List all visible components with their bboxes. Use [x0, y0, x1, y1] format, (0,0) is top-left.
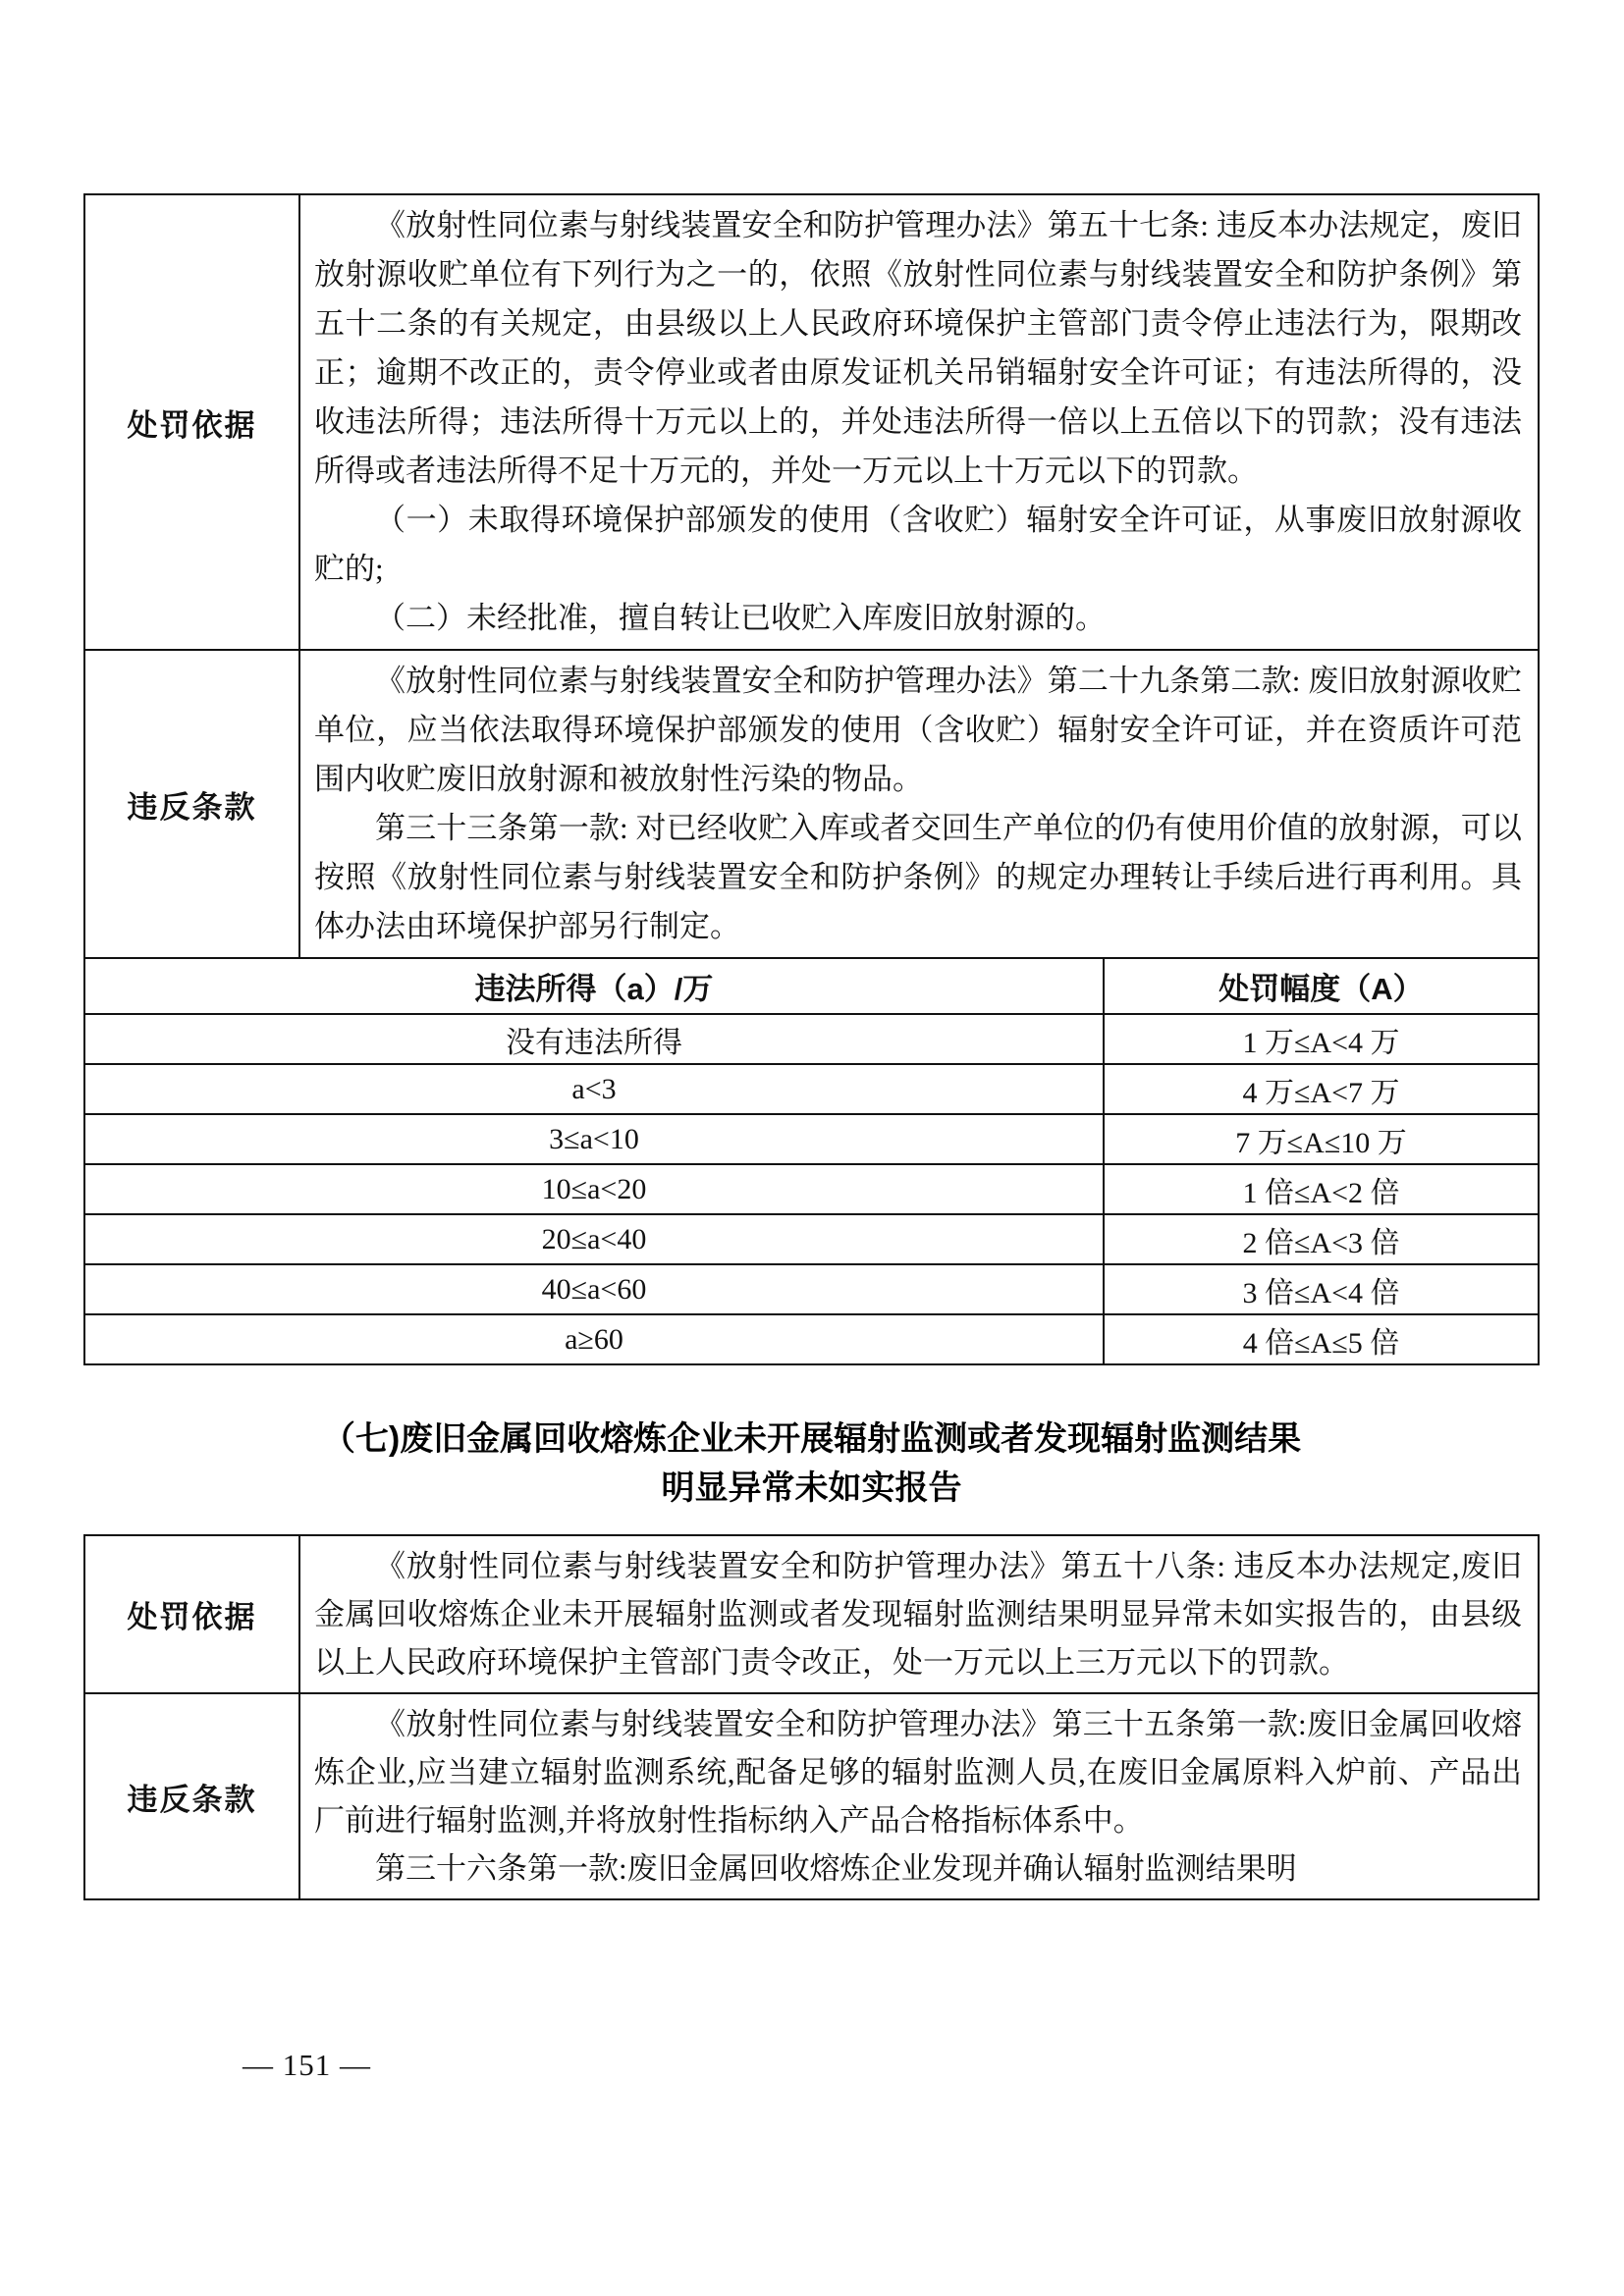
- penalty-range-cell: 2 倍≤A<3 倍: [1104, 1214, 1539, 1264]
- document-body: [83, 193, 1540, 1900]
- penalty-range-cell: 7 万≤A≤10 万: [1104, 1114, 1539, 1164]
- paragraph: 《放射性同位素与射线装置安全和防护管理办法》第五十七条: 违反本办法规定，废旧放射源收贮单位有下列行为之一的，依照《放射性同位素与射线装置安全和防护条例》第五十二条的有关规定，由县级以上人民政府环境保护主管部门责令停止违法行为，限期改正；逾期不改正的，责令停业或者由原发证机关吊销辐射安全许可证；有违法所得的，没收违法所得；违法所得十万元以上的，并处违法所得一倍以上五倍以下的罚款；没有违法所得或者违法所得不足十万元的，并处一万元以上十万元以下的罚款。: [314, 208, 1522, 488]
- page-number: — 151 —: [243, 2048, 371, 2082]
- table-row: [84, 1693, 1539, 1899]
- table-row: [84, 650, 1539, 958]
- fine-range-table: [83, 957, 1540, 1365]
- penalty-range-cell: 3 倍≤A<4 倍: [1104, 1264, 1539, 1314]
- income-range-cell: 10≤a<20: [84, 1164, 1104, 1214]
- table-row: [84, 1164, 1539, 1214]
- paragraph: 《放射性同位素与射线装置安全和防护管理办法》第三十五条第一款:废旧金属回收熔炼企业,应当建立辐射监测系统,配备足够的辐射监测人员,在废旧金属原料入炉前、产品出厂前进行辐射监测,并将放射性指标纳入产品合格指标体系中。: [314, 1707, 1522, 1838]
- penalty-basis-text-cell: [299, 1535, 1539, 1693]
- paragraph: 《放射性同位素与射线装置安全和防护管理办法》第五十八条: 违反本办法规定,废旧金属回收熔炼企业未开展辐射监测或者发现辐射监测结果明显异常未如实报告的，由县级以上人民政府环境保护主管部门责令改正，处一万元以上三万元以下的罚款。: [314, 1549, 1522, 1680]
- row-label-penalty-basis: 处罚依据: [84, 1535, 299, 1693]
- paragraph: 《放射性同位素与射线装置安全和防护管理办法》第二十九条第二款: 废旧放射源收贮单位，应当依法取得环境保护部颁发的使用（含收贮）辐射安全许可证，并在资质许可范围内收贮废旧放射源和被放射性污染的物品。: [314, 664, 1522, 796]
- income-range-cell: 40≤a<60: [84, 1264, 1104, 1314]
- table-row: [84, 1264, 1539, 1314]
- paragraph: （二）未经批准，擅自转让已收贮入库废旧放射源的。: [375, 601, 1106, 635]
- penalty-range-cell: 4 万≤A<7 万: [1104, 1064, 1539, 1114]
- range-table-header-row: [84, 958, 1539, 1014]
- penalty-range-cell: 4 倍≤A≤5 倍: [1104, 1314, 1539, 1364]
- row-label-violated-clauses: 违反条款: [84, 650, 299, 958]
- penalty-basis-text-cell: [299, 194, 1539, 650]
- penalty-range-cell: 1 万≤A<4 万: [1104, 1014, 1539, 1064]
- income-range-cell: 没有违法所得: [84, 1014, 1104, 1064]
- section-heading-line1: （七)废旧金属回收熔炼企业未开展辐射监测或者发现辐射监测结果: [321, 1420, 1302, 1458]
- paragraph: （一）未取得环境保护部颁发的使用（含收贮）辐射安全许可证，从事废旧放射源收贮的;: [314, 503, 1522, 586]
- table-row: [84, 1535, 1539, 1693]
- row-label-violated-clauses: 违反条款: [84, 1693, 299, 1899]
- section-heading-line2: 明显异常未如实报告: [661, 1469, 962, 1507]
- paragraph: 第三十六条第一款:废旧金属回收熔炼企业发现并确认辐射监测结果明: [375, 1851, 1297, 1886]
- income-range-cell: a≥60: [84, 1314, 1104, 1364]
- penalty-header-cell: 处罚幅度（A）: [1104, 958, 1539, 1014]
- penalty-table-1: [83, 193, 1540, 959]
- table-row: [84, 1114, 1539, 1164]
- income-range-cell: 3≤a<10: [84, 1114, 1104, 1164]
- table-row: [84, 1314, 1539, 1364]
- table-row: [84, 1214, 1539, 1264]
- penalty-table-2: [83, 1534, 1540, 1900]
- row-label-penalty-basis: 处罚依据: [84, 194, 299, 650]
- violated-clauses-text-cell: [299, 650, 1539, 958]
- income-range-cell: a<3: [84, 1064, 1104, 1114]
- violated-clauses-text-cell: [299, 1693, 1539, 1899]
- table-row: [84, 1064, 1539, 1114]
- income-header-cell: 违法所得（a）/万: [84, 958, 1104, 1014]
- table-row: [84, 194, 1539, 650]
- penalty-range-cell: 1 倍≤A<2 倍: [1104, 1164, 1539, 1214]
- paragraph: 第三十三条第一款: 对已经收贮入库或者交回生产单位的仍有使用价值的放射源，可以按照《放射性同位素与射线装置安全和防护条例》的规定办理转让手续后进行再利用。具体办法由环境保护部另行制定。: [314, 811, 1522, 943]
- table-row: [84, 1014, 1539, 1064]
- section-heading: [83, 1415, 1540, 1513]
- income-range-cell: 20≤a<40: [84, 1214, 1104, 1264]
